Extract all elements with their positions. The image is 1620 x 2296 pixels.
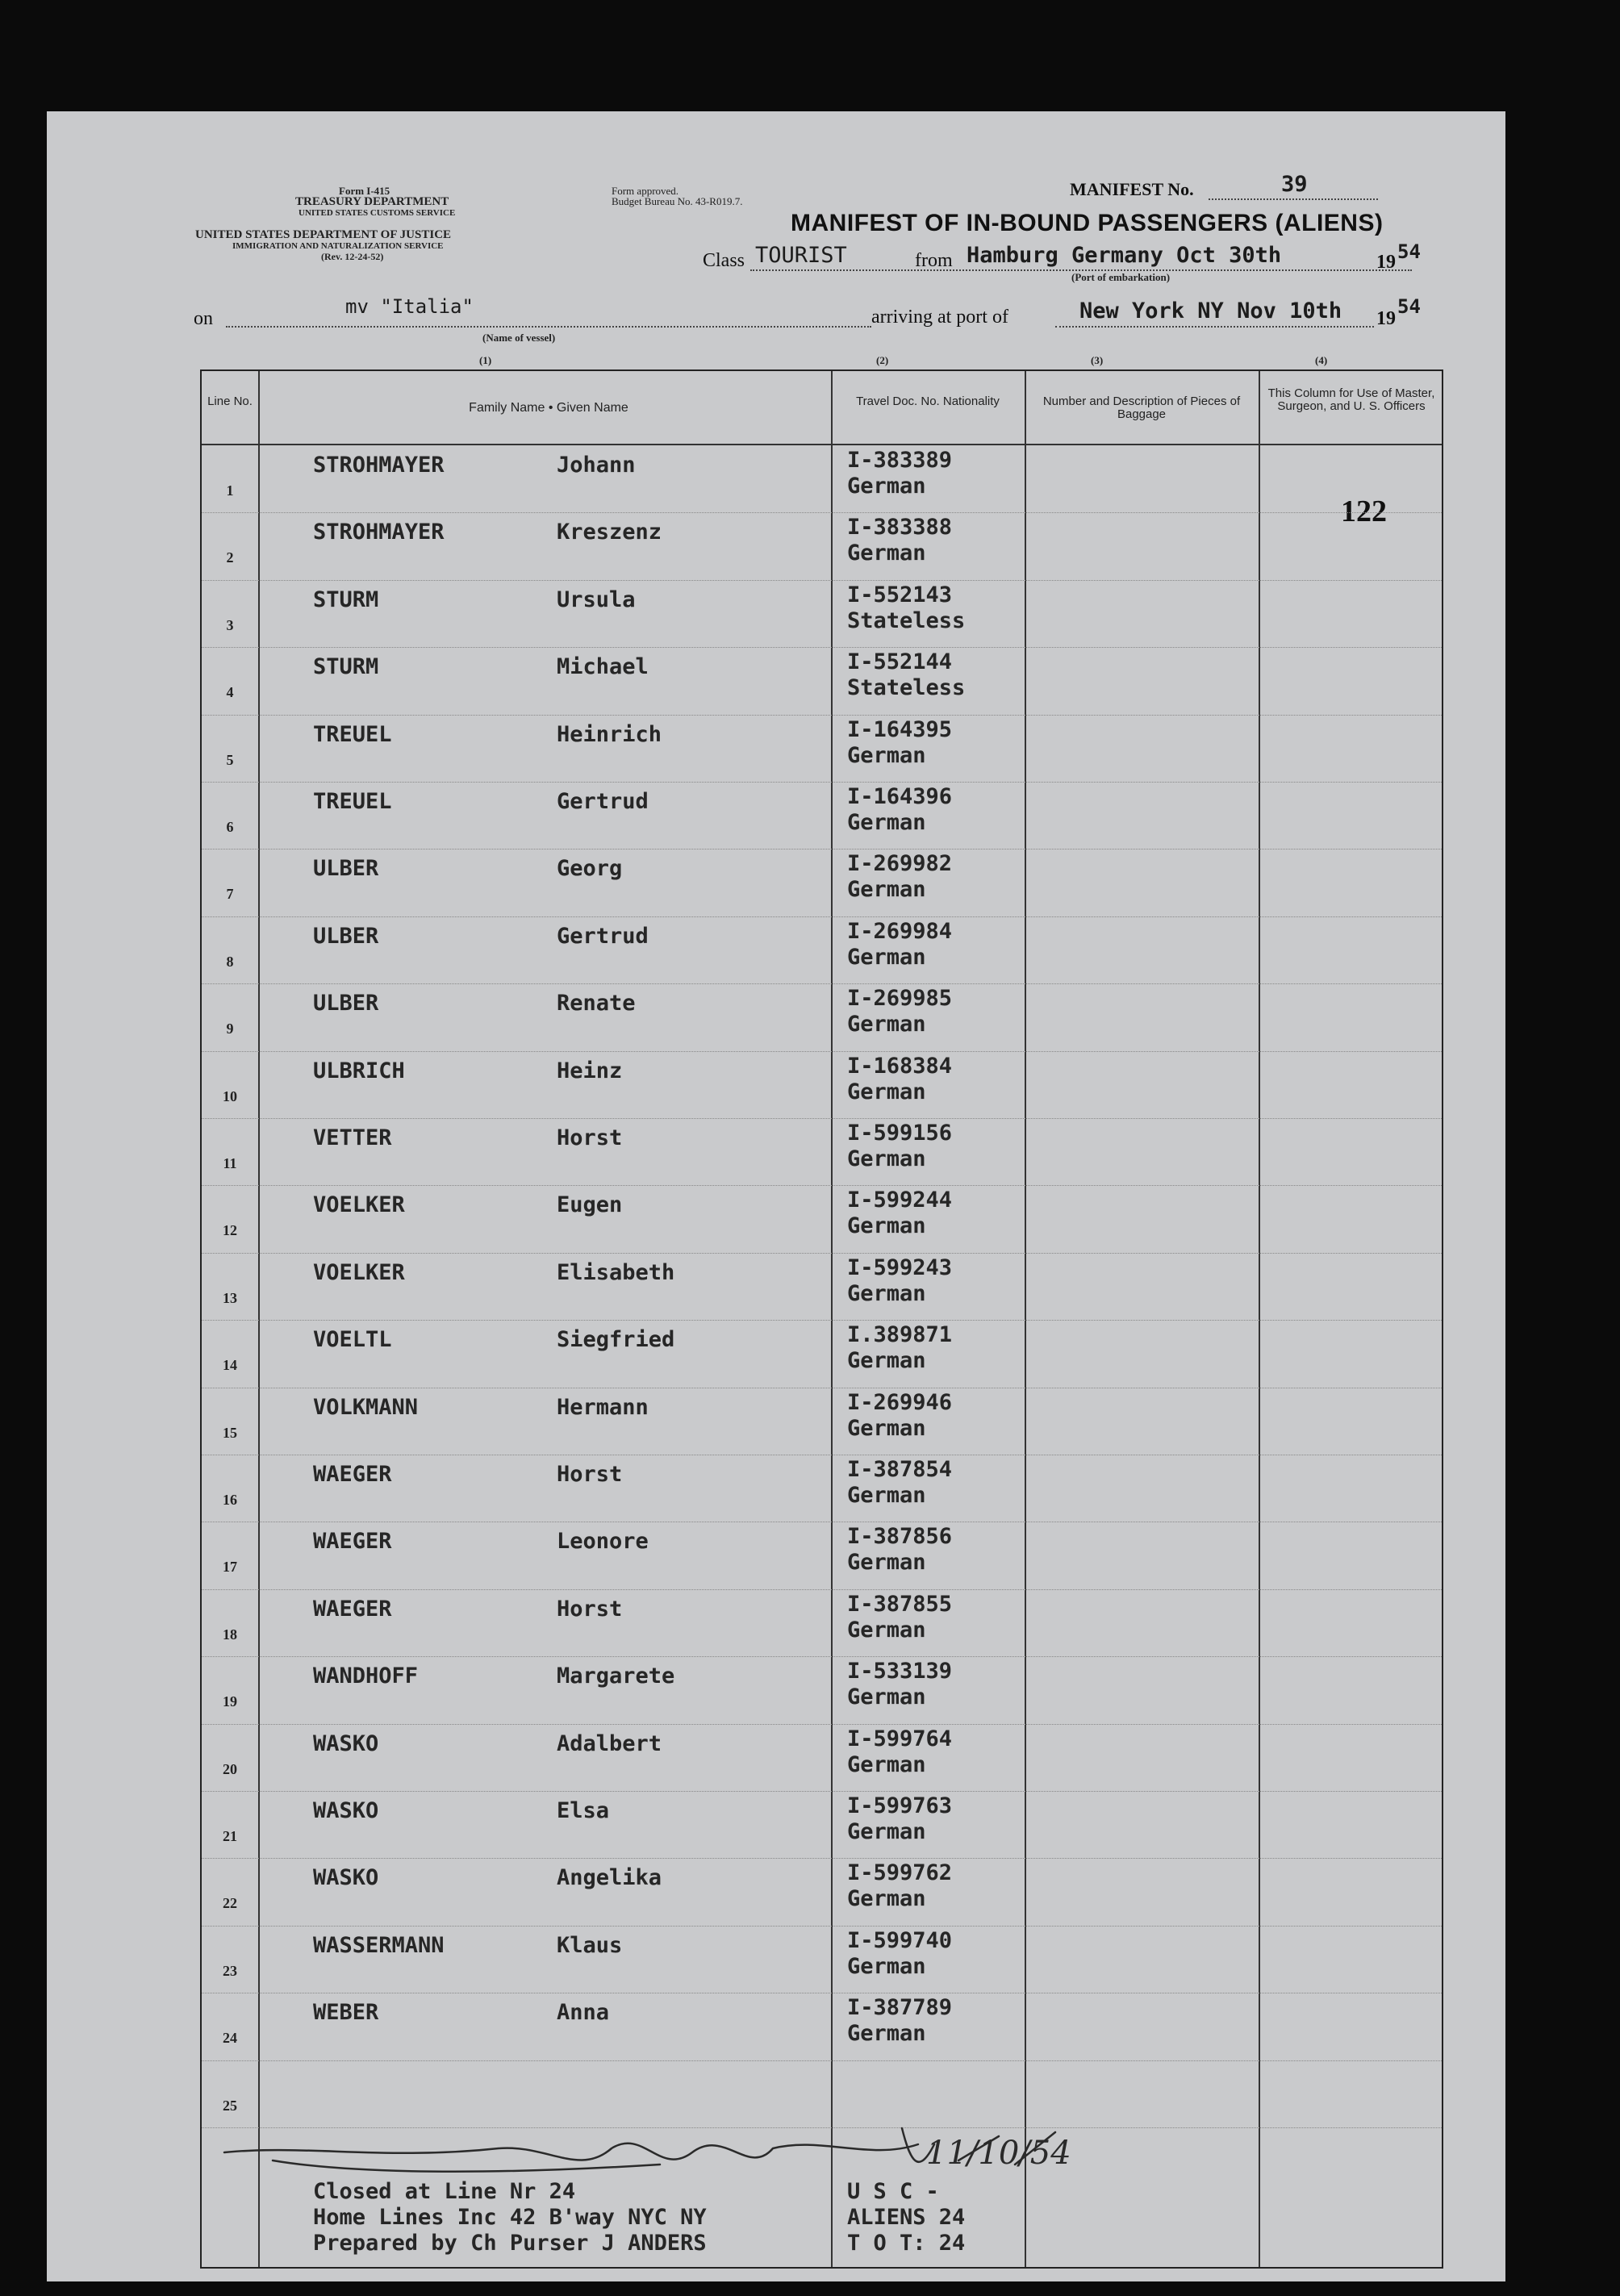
- given-name: Renate: [557, 991, 636, 1017]
- line-number: 1: [226, 482, 234, 499]
- nationality: German: [847, 1079, 926, 1104]
- family-name: WANDHOFF: [313, 1664, 419, 1689]
- arrival-value: New York NY Nov 10th: [1079, 298, 1342, 324]
- officer-note: 122: [1341, 495, 1387, 528]
- from-label: from: [915, 250, 953, 271]
- travel-doc-no: I-164396: [847, 784, 953, 809]
- signature-date: 11/10/54: [926, 2135, 1071, 2172]
- line-number: 10: [223, 1087, 237, 1104]
- justice-dept: UNITED STATES DEPARTMENT OF JUSTICE: [195, 228, 452, 241]
- rev-label: (Rev. 12-24-52): [321, 251, 384, 262]
- line-number: 23: [223, 1962, 237, 1979]
- nationality: Stateless: [847, 607, 966, 633]
- manifest-no-label: MANIFEST No.: [1070, 179, 1194, 199]
- line-number: 21: [223, 1828, 237, 1844]
- given-name: Horst: [557, 1125, 623, 1150]
- family-name: TREUEL: [313, 789, 392, 814]
- totals-tot: T O T: 24: [847, 2231, 966, 2256]
- given-name: Michael: [557, 654, 649, 680]
- given-name: Anna: [557, 2000, 610, 2026]
- travel-doc-no: I-387856: [847, 1524, 953, 1550]
- family-name: STURM: [313, 654, 379, 680]
- travel-doc-no: I-599156: [847, 1121, 953, 1146]
- given-name: Horst: [557, 1596, 623, 1622]
- given-name: Margarete: [557, 1664, 675, 1689]
- manifest-title: MANIFEST OF IN-BOUND PASSENGERS (ALIENS): [791, 210, 1384, 236]
- treasury-dept: TREASURY DEPARTMENT: [295, 195, 449, 208]
- family-name: VOELTL: [313, 1327, 392, 1353]
- port-embark-caption: (Port of embarkation): [1071, 271, 1171, 283]
- manifest-no-value: 39: [1281, 172, 1308, 197]
- header-officers: This Column for Use of Master, Surgeon, and U. S. Officers: [1267, 386, 1435, 413]
- form-number: Form I-415: [339, 185, 390, 197]
- family-name: STROHMAYER: [313, 453, 445, 478]
- family-name: WASKO: [313, 1730, 379, 1756]
- given-name: Gertrud: [557, 789, 649, 814]
- given-name: Gertrud: [557, 923, 649, 949]
- nationality: German: [847, 1550, 926, 1576]
- form-approved: Form approved.: [612, 185, 679, 197]
- nationality: German: [847, 1886, 926, 1912]
- customs-service: UNITED STATES CUSTOMS SERVICE: [299, 208, 456, 218]
- travel-doc-no: I-599764: [847, 1726, 953, 1751]
- line-number: 17: [223, 1559, 237, 1576]
- nationality: German: [847, 810, 926, 835]
- line-number: 13: [223, 1289, 237, 1306]
- travel-doc-no: I-383389: [847, 448, 953, 473]
- given-name: Elsa: [557, 1798, 610, 1823]
- travel-doc-no: I-269982: [847, 851, 953, 877]
- closing-line-2: Home Lines Inc 42 B'way NYC NY: [313, 2205, 707, 2230]
- nationality: German: [847, 1146, 926, 1171]
- family-name: VOELKER: [313, 1192, 405, 1218]
- family-name: WAEGER: [313, 1462, 392, 1487]
- header-line-no: Line No.: [207, 394, 253, 408]
- col-num-4: (4): [1315, 354, 1328, 366]
- travel-doc-no: I-168384: [847, 1053, 953, 1079]
- travel-doc-no: I-164395: [847, 716, 953, 742]
- vessel-caption: (Name of vessel): [482, 332, 556, 344]
- nationality: German: [847, 2021, 926, 2047]
- on-label: on: [194, 308, 213, 329]
- budget-bureau: Budget Bureau No. 43-R019.7.: [612, 195, 743, 207]
- class-value: TOURIST: [755, 243, 847, 268]
- given-name: Leonore: [557, 1529, 649, 1555]
- given-name: Georg: [557, 856, 623, 882]
- arriving-label: arriving at port of: [871, 307, 1008, 328]
- line-number: 7: [226, 886, 234, 903]
- given-name: Eugen: [557, 1192, 623, 1218]
- year2-prefix: 19: [1376, 308, 1396, 329]
- family-name: TREUEL: [313, 721, 392, 747]
- travel-doc-no: I-599740: [847, 1927, 953, 1953]
- nationality: German: [847, 1348, 926, 1374]
- nationality: German: [847, 1012, 926, 1037]
- family-name: VOLKMANN: [313, 1394, 419, 1420]
- line-number: 3: [226, 616, 234, 633]
- col-num-3: (3): [1091, 354, 1104, 366]
- col-num-1: (1): [479, 354, 492, 366]
- line-number: 19: [223, 1693, 237, 1710]
- travel-doc-no: I-599762: [847, 1860, 953, 1886]
- closing-line-3: Prepared by Ch Purser J ANDERS: [313, 2231, 707, 2256]
- col-num-2: (2): [876, 354, 889, 366]
- line-number: 22: [223, 1895, 237, 1912]
- given-name: Siegfried: [557, 1327, 675, 1353]
- family-name: WASKO: [313, 1865, 379, 1891]
- ins-label: IMMIGRATION AND NATURALIZATION SERVICE: [232, 241, 444, 251]
- family-name: STURM: [313, 587, 379, 612]
- line-number: 4: [226, 684, 234, 701]
- year-prefix: 19: [1376, 252, 1396, 273]
- totals-usc: U S C -: [847, 2179, 939, 2204]
- given-name: Horst: [557, 1462, 623, 1487]
- handwritten-marks: [47, 111, 1505, 2281]
- travel-doc-no: I-552144: [847, 649, 953, 675]
- line-number: 5: [226, 751, 234, 768]
- nationality: German: [847, 944, 926, 970]
- line-number: 14: [223, 1357, 237, 1374]
- given-name: Angelika: [557, 1865, 662, 1891]
- family-name: WAEGER: [313, 1529, 392, 1555]
- given-name: Elisabeth: [557, 1259, 675, 1285]
- family-name: WASKO: [313, 1798, 379, 1823]
- manifest-page: [47, 111, 1505, 2281]
- line-number: 2: [226, 549, 234, 566]
- header-travel-doc: Travel Doc. No. Nationality: [856, 394, 1000, 408]
- nationality: Stateless: [847, 675, 966, 701]
- nationality: German: [847, 1684, 926, 1710]
- header-baggage: Number and Description of Pieces of Baggage: [1042, 394, 1241, 421]
- year2-value: 54: [1397, 295, 1421, 318]
- given-name: Ursula: [557, 587, 636, 612]
- line-number: 11: [223, 1155, 237, 1171]
- nationality: German: [847, 1415, 926, 1441]
- line-number: 9: [226, 1021, 234, 1037]
- given-name: Heinrich: [557, 721, 662, 747]
- nationality: German: [847, 742, 926, 768]
- nationality: German: [847, 1751, 926, 1777]
- line-number: 6: [226, 819, 234, 835]
- travel-doc-no: I-552143: [847, 582, 953, 607]
- year-value: 54: [1397, 240, 1421, 263]
- line-number: 24: [223, 2030, 237, 2047]
- line-number: 15: [223, 1424, 237, 1441]
- travel-doc-no: I-387855: [847, 1591, 953, 1617]
- travel-doc-no: I-599243: [847, 1254, 953, 1280]
- closing-line-1: Closed at Line Nr 24: [313, 2179, 576, 2204]
- travel-doc-no: I-599244: [847, 1188, 953, 1213]
- line-number: 8: [226, 953, 234, 970]
- travel-doc-no: I-269985: [847, 986, 953, 1012]
- travel-doc-no: I-387789: [847, 1995, 953, 2021]
- given-name: Adalbert: [557, 1730, 662, 1756]
- line-number: 12: [223, 1222, 237, 1239]
- family-name: VOELKER: [313, 1259, 405, 1285]
- nationality: German: [847, 1280, 926, 1306]
- given-name: Johann: [557, 453, 636, 478]
- nationality: German: [847, 1819, 926, 1844]
- totals-aliens: ALIENS 24: [847, 2205, 966, 2230]
- given-name: Kreszenz: [557, 520, 662, 545]
- travel-doc-no: I-269984: [847, 918, 953, 944]
- line-number: 25: [223, 2097, 237, 2114]
- class-label: Class: [703, 250, 745, 271]
- family-name: ULBER: [313, 856, 379, 882]
- from-value: Hamburg Germany Oct 30th: [967, 243, 1282, 268]
- travel-doc-no: I-383388: [847, 515, 953, 541]
- nationality: German: [847, 1213, 926, 1239]
- family-name: WASSERMANN: [313, 1932, 445, 1958]
- nationality: German: [847, 1617, 926, 1643]
- family-name: ULBRICH: [313, 1058, 405, 1083]
- line-number: 16: [223, 1492, 237, 1508]
- nationality: German: [847, 877, 926, 903]
- travel-doc-no: I-533139: [847, 1659, 953, 1684]
- family-name: WAEGER: [313, 1596, 392, 1622]
- travel-doc-no: I-387854: [847, 1457, 953, 1482]
- travel-doc-no: I-599763: [847, 1793, 953, 1818]
- nationality: German: [847, 474, 926, 499]
- travel-doc-no: I.389871: [847, 1322, 953, 1348]
- family-name: STROHMAYER: [313, 520, 445, 545]
- given-name: Hermann: [557, 1394, 649, 1420]
- family-name: ULBER: [313, 991, 379, 1017]
- line-number: 20: [223, 1760, 237, 1777]
- travel-doc-no: I-269946: [847, 1389, 953, 1415]
- family-name: VETTER: [313, 1125, 392, 1150]
- line-number: 18: [223, 1626, 237, 1643]
- header-name: Family Name • Given Name: [469, 401, 628, 415]
- given-name: Klaus: [557, 1932, 623, 1958]
- nationality: German: [847, 1953, 926, 1979]
- nationality: German: [847, 1483, 926, 1508]
- family-name: ULBER: [313, 923, 379, 949]
- nationality: German: [847, 541, 926, 566]
- vessel-value: mv "Italia": [345, 295, 474, 318]
- family-name: WEBER: [313, 2000, 379, 2026]
- given-name: Heinz: [557, 1058, 623, 1083]
